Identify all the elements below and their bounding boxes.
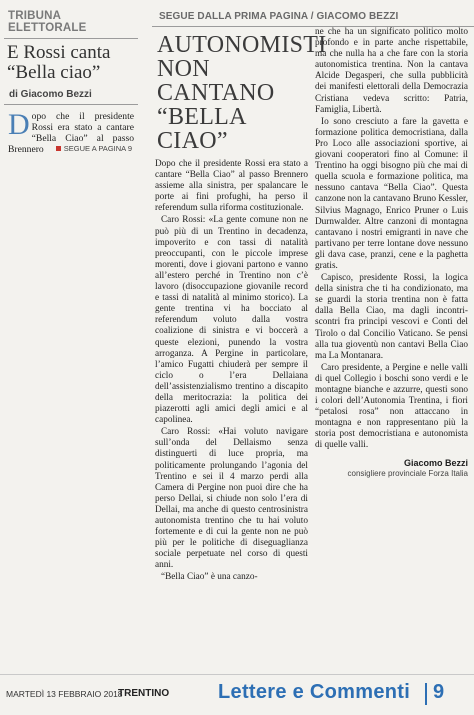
teaser-box — [2, 2, 140, 162]
teaser-continue-label: SEGUE A PAGINA 9 — [63, 144, 132, 153]
article-paragraph: “Bella Ciao” è una canzo- — [161, 572, 258, 583]
page-footer — [0, 674, 474, 715]
footer-page-number: 9 — [433, 681, 445, 703]
article-signature — [315, 458, 468, 479]
article-headline: AUTONOMISTI NON CANTANO “BELLA CIAO” — [157, 32, 327, 154]
article-column-2 — [315, 27, 468, 585]
article-paragraph: Capisco, presidente Rossi, la logica della sinistra che ti ha condizionato, ma se guardi la storia trentina non è fatta dalla Bella Ciao, ma dagli incontri-scontri fra principi vescovi e Conti del Tirolo o dal Concilio Vaticano. Se pensi alla tua gioventù non cantavi Bella Ciao ma La Montanara. — [315, 273, 468, 361]
red-square-icon — [56, 146, 61, 151]
article-paragraph: Dopo che il presidente Rossi era stato a cantare “Bella Ciao” al passo Brennero assieme alla sinistra, per spalancare le porte ai fini profughi, ha perso il referendum sulla riforma costituzionale. — [155, 159, 308, 214]
signature-name: Giacomo Bezzi — [403, 457, 468, 468]
teaser-continue-link[interactable] — [56, 144, 132, 153]
signature-role: consigliere provinciale Forza Italia — [347, 468, 468, 478]
teaser-title: E Rossi canta “Bella ciao” — [7, 42, 111, 83]
footer-newspaper-name: TRENTINO — [118, 688, 170, 699]
footer-separator — [425, 683, 427, 705]
teaser-rubric: TRIBUNA ELETTORALE — [4, 2, 138, 39]
teaser-body-text: opo che il presidente Rossi era stato a cantare “Bella Ciao” al passo Brennero — [8, 111, 134, 155]
teaser-dropcap: D — [8, 108, 30, 141]
article-paragraph: Caro Rossi: «La gente comune non ne può più di un Trentino in decadenza, impoverito e con tassi di natalità preoccupanti, con le piccole imprese morenti, dove i giovani partono e vanno all’estero perché in Trentino non c’è lavoro (disoccupazione giovanile record e tassi di natalità al minimo storico). La gente trentina vi ha bocciato al referendum voluto dalla vostra coalizione di sinistra e vi boccerà a queste elezioni, punendo la vostra arroganza. A Pergine in particolare, l’amico Fugatti chiuderà per sempre il ciclo o l’era Dellaiana dell’assistenzialismo trentino a discapito della meritocrazia: la politica dei piazerotti agli amici degli amici e al capolinea. — [155, 215, 308, 426]
article-paragraph: Caro Rossi: «Hai voluto navigare sull’onda del Dellaismo senza distinguerti di luce propria, ma politicamente prolungando l’agonia del Trentino e sei il 4 marzo perdi alla Camera di Pergine non puoi dire che ha perso Dellai, si chiude non solo l’era di Dellai, ma anche di questo centrosinistra autonomista trentino che tu hai voluto fortemente e di cui la gente non ne può più per le politiche di diseguaglianza sociale perpetuate nel corso di questi anni. — [155, 427, 308, 571]
footer-section-title: Lettere e Commenti — [218, 681, 411, 703]
article-rubric: SEGUE DALLA PRIMA PAGINA / GIACOMO BEZZI — [152, 2, 474, 27]
footer-date: MARTEDÌ 13 FEBBRAIO 2018 — [6, 689, 123, 699]
article-paragraph: Caro presidente, a Pergine e nelle valli di quel Collegio i boschi sono verdi e le montagne bianche e azzurre, questi sono i colori dell’Autonomia Trentina, i fiori “petalosi rosa” non attaccano in montagna e non rappresentano più la storia post democristiana e autonomista di quelle valli. — [315, 362, 468, 451]
teaser-byline: di Giacomo Bezzi — [4, 85, 138, 105]
article-paragraph: Io sono cresciuto a fare la gavetta e formazione politica democristiana, dalla Pro Loco alle associazioni sportive, ai giovani cooperatori fino al Comune: il Trentino ha oggi bisogno più che mai di quella scuola e formazione politica, ma nessuno cantava “Bella Ciao”. Questa canzone non la cantavano Bruno Kessler, Silvius Magnago, Enrico Pruner o Luis Durnwalder. Altre canzoni di montagna cantavano i nostri emigranti in nave che partivano per terre lontane dove nessuno gli dava case, pranzi, cene e la paghetta gratis. — [315, 116, 468, 271]
article-column-1 — [155, 27, 327, 585]
main-article — [152, 2, 474, 662]
article-paragraph: ne che ha un significato politico molto profondo e in parte anche rispettabile, ma che nulla ha a che fare con la storia autonomistica trentina. Non la cantava Alcide Degasperi, che sulla pubblicità dei manifesti elettorali della Democrazia Cristiana vedeva scritto: Patria, Famiglia, Libertà. — [315, 27, 468, 115]
article-columns — [152, 27, 474, 585]
